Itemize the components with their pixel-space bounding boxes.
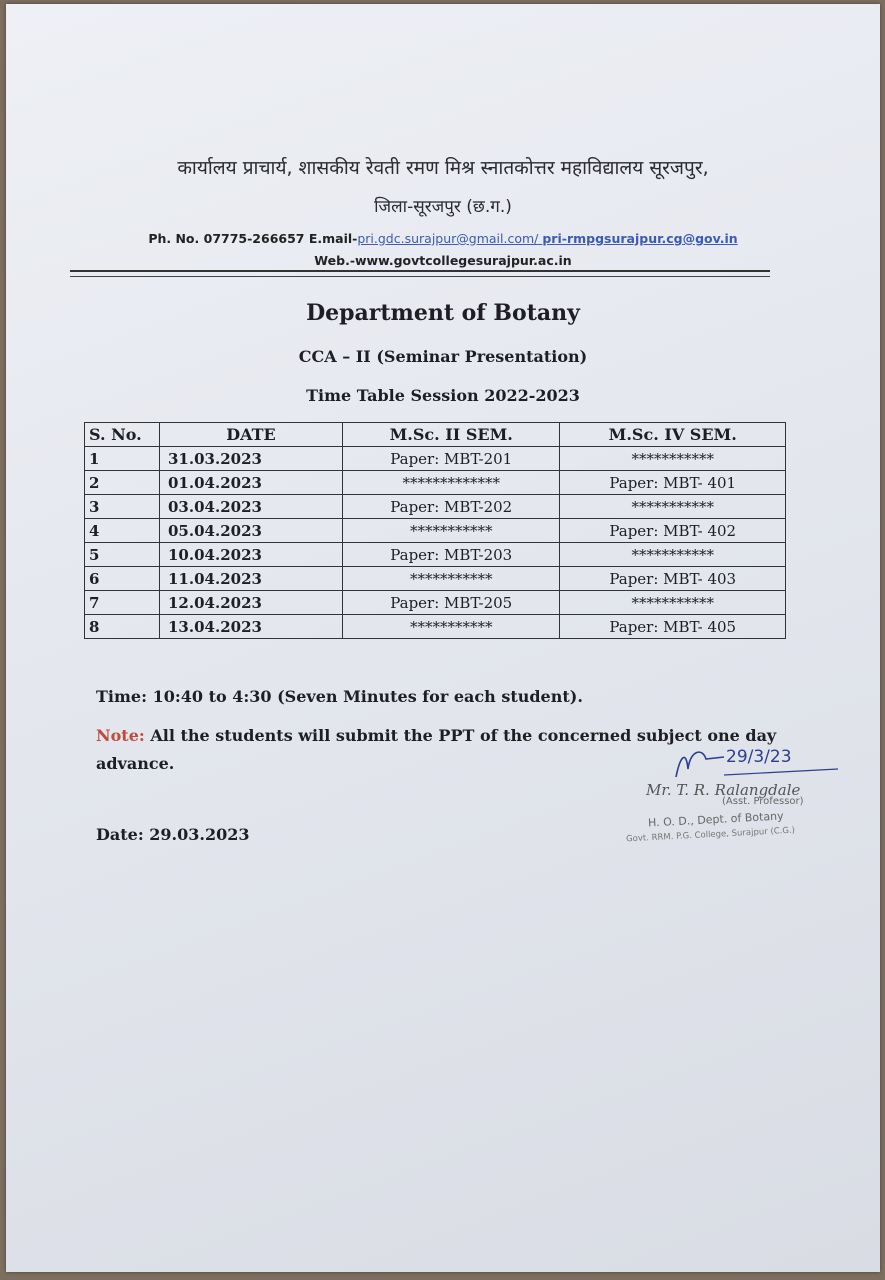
note-text: All the students will submit the PPT of the concerned subject one day advance. xyxy=(96,726,777,773)
cell-sno: 4 xyxy=(85,519,160,543)
cell-msc2: Paper: MBT-203 xyxy=(343,543,560,567)
cell-msc2: Paper: MBT-201 xyxy=(343,447,560,471)
cell-msc4: *********** xyxy=(560,495,786,519)
table-row xyxy=(85,471,786,495)
office-heading-line2: जिला-सूरजपुर (छ.ग.) xyxy=(374,197,512,217)
document-page xyxy=(6,4,880,1272)
website-line: Web.-www.govtcollegesurajpur.ac.in xyxy=(314,253,572,268)
cell-msc4: *********** xyxy=(560,591,786,615)
signature-date: 29/3/23 xyxy=(726,747,792,767)
cell-date: 10.04.2023 xyxy=(160,543,343,567)
email-link-1[interactable]: pri.gdc.surajpur@gmail.com xyxy=(357,231,535,246)
cell-sno: 6 xyxy=(85,567,160,591)
cell-date: 03.04.2023 xyxy=(160,495,343,519)
header-divider xyxy=(70,270,770,272)
department-title: Department of Botany xyxy=(306,300,580,326)
cell-msc2: *********** xyxy=(343,615,560,639)
timetable xyxy=(84,422,786,639)
cell-msc2: *********** xyxy=(343,519,560,543)
email-separator: / xyxy=(534,231,543,246)
table-header-row xyxy=(85,423,786,447)
signatory-name: Mr. T. R. Ralangdale xyxy=(646,781,801,799)
cell-date: 31.03.2023 xyxy=(160,447,343,471)
table-row xyxy=(85,447,786,471)
cell-msc4: Paper: MBT- 402 xyxy=(560,519,786,543)
cell-sno: 2 xyxy=(85,471,160,495)
cell-sno: 3 xyxy=(85,495,160,519)
issue-date: Date: 29.03.2023 xyxy=(96,825,250,844)
table-row xyxy=(85,567,786,591)
phone-text: Ph. No. 07775-266657 E.mail- xyxy=(148,231,358,246)
cell-msc4: *********** xyxy=(560,543,786,567)
cell-date: 05.04.2023 xyxy=(160,519,343,543)
header-divider-thin xyxy=(70,276,770,277)
session-title: Time Table Session 2022-2023 xyxy=(306,386,580,405)
cell-msc4: Paper: MBT- 405 xyxy=(560,615,786,639)
program-title: CCA – II (Seminar Presentation) xyxy=(298,347,588,366)
header-msc4: M.Sc. IV SEM. xyxy=(560,423,786,447)
cell-sno: 8 xyxy=(85,615,160,639)
cell-date: 13.04.2023 xyxy=(160,615,343,639)
table-row xyxy=(85,543,786,567)
signature-block xyxy=(606,739,846,859)
header-date: DATE xyxy=(160,423,343,447)
cell-msc2: ************* xyxy=(343,471,560,495)
table-row xyxy=(85,591,786,615)
cell-date: 01.04.2023 xyxy=(160,471,343,495)
cell-msc4: Paper: MBT- 401 xyxy=(560,471,786,495)
signatory-title: (Asst. Professor) xyxy=(722,796,804,807)
cell-msc4: Paper: MBT- 403 xyxy=(560,567,786,591)
office-heading-line1: कार्यालय प्राचार्य, शासकीय रेवती रमण मिश्र स्नातकोत्तर महाविद्यालय सूरजपुर, xyxy=(177,157,709,179)
note-label: Note: xyxy=(96,726,145,745)
cell-date: 12.04.2023 xyxy=(160,591,343,615)
signatory-hod: H. O. D., Dept. of Botany xyxy=(647,809,784,830)
cell-date: 11.04.2023 xyxy=(160,567,343,591)
cell-msc2: *********** xyxy=(343,567,560,591)
contact-line xyxy=(6,231,880,246)
table-row xyxy=(85,615,786,639)
cell-sno: 1 xyxy=(85,447,160,471)
header-msc2: M.Sc. II SEM. xyxy=(343,423,560,447)
cell-msc4: *********** xyxy=(560,447,786,471)
cell-sno: 7 xyxy=(85,591,160,615)
email-link-2[interactable]: pri-rmpgsurajpur.cg@gov.in xyxy=(542,231,738,246)
cell-sno: 5 xyxy=(85,543,160,567)
header-sno: S. No. xyxy=(85,423,160,447)
table-row xyxy=(85,495,786,519)
table-row xyxy=(85,519,786,543)
cell-msc2: Paper: MBT-202 xyxy=(343,495,560,519)
signatory-college: Govt. RRM. P.G. College, Surajpur (C.G.) xyxy=(625,825,796,845)
time-info: Time: 10:40 to 4:30 (Seven Minutes for each student). xyxy=(96,687,583,706)
cell-msc2: Paper: MBT-205 xyxy=(343,591,560,615)
